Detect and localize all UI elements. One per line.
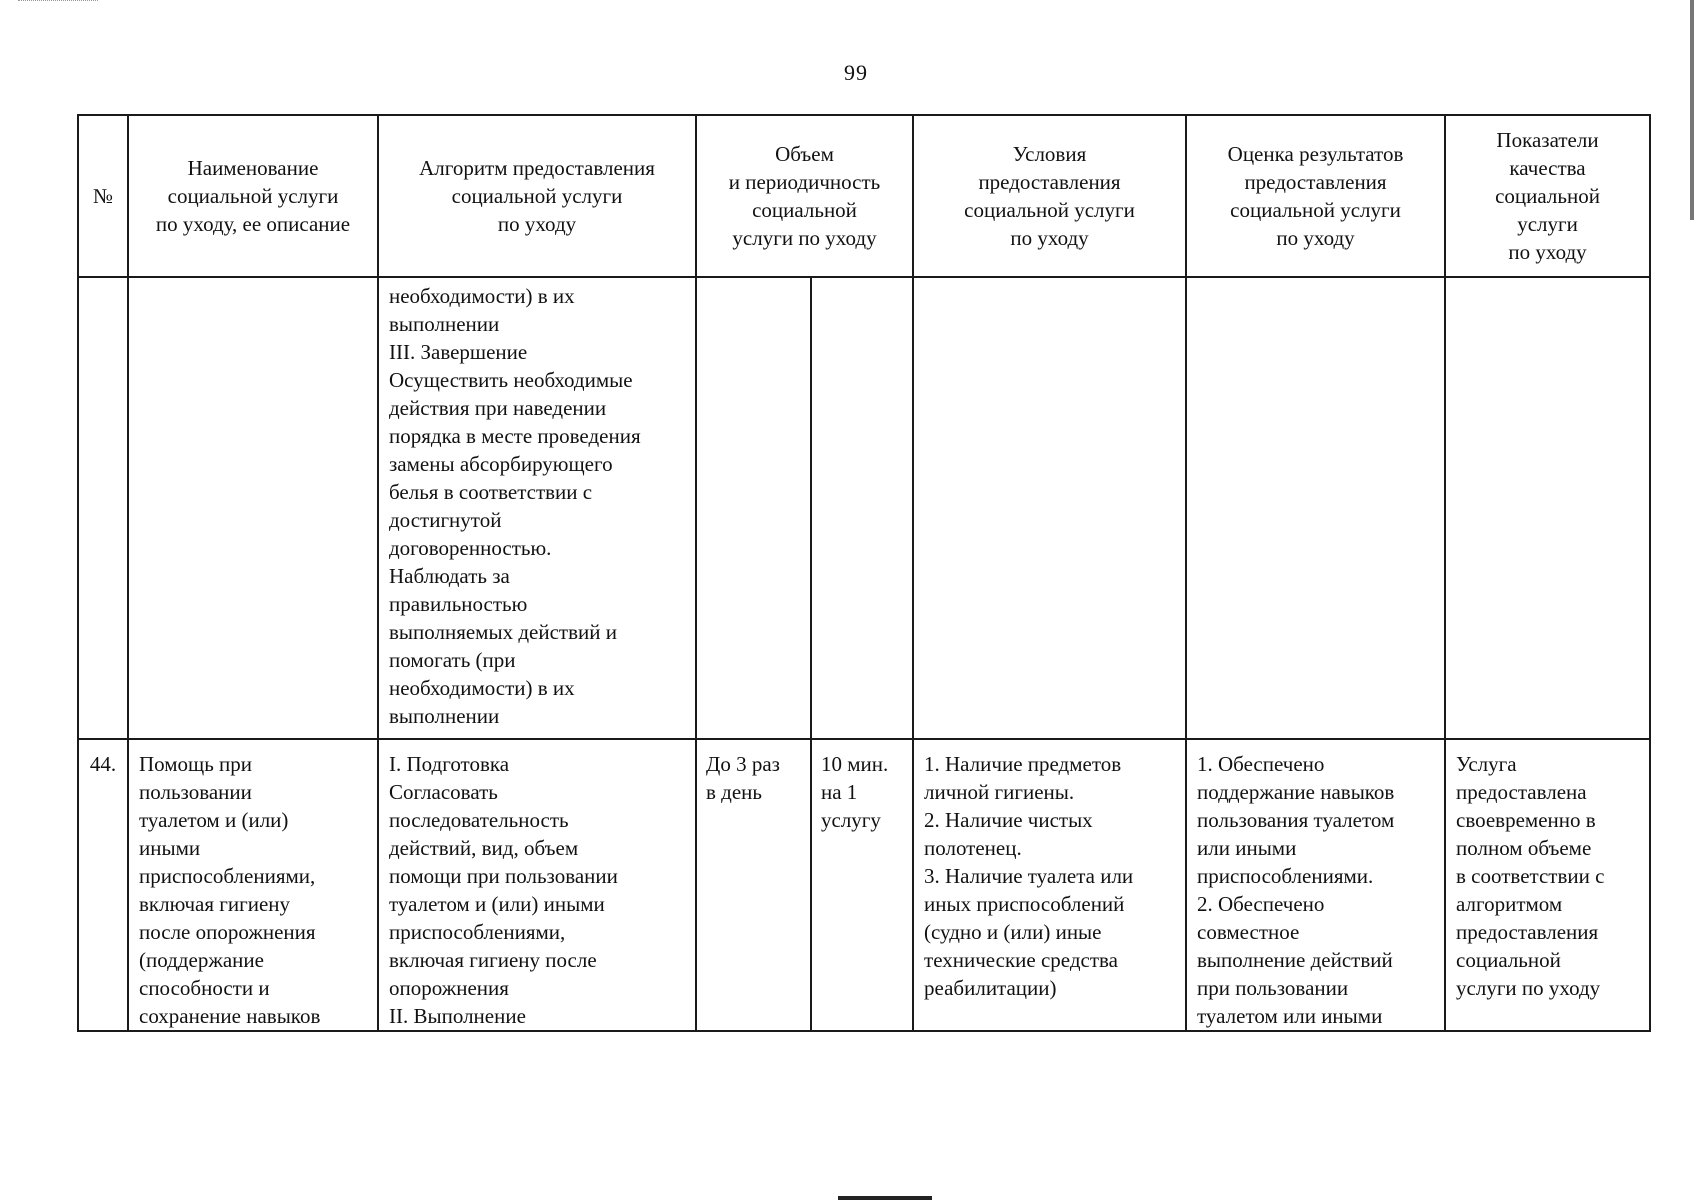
- cell-service-name: Помощь при пользовании туалетом и (или) иными приспособлениями, включая гигиену после опорожнения (поддержание способности и сохранение навыков: [128, 739, 378, 1031]
- header-algorithm: Алгоритм предоставления социальной услуги по уходу: [378, 115, 696, 277]
- cell-algorithm: I. Подготовка Согласовать последовательность действий, вид, объем помощи при пользовании туалетом и (или) иными приспособлениями, включая гигиену после опорожнения II. Выполнение: [378, 739, 696, 1031]
- table-row-44: [78, 739, 1650, 1031]
- header-number: №: [78, 115, 128, 277]
- cell-volume: [696, 277, 811, 739]
- cell-conditions: 1. Наличие предметов личной гигиены. 2. Наличие чистых полотенец. 3. Наличие туалета или иных приспособлений (судно и (или) иные технические средства реабилитации): [913, 739, 1186, 1031]
- table-header-row: [78, 115, 1650, 277]
- header-volume-periodicity: Объем и периодичность социальной услуги по уходу: [696, 115, 913, 277]
- cell-volume: До 3 раз в день: [696, 739, 811, 1031]
- page-number: 99: [844, 60, 868, 85]
- cell-service-name: [128, 277, 378, 739]
- cell-periodicity: [811, 277, 913, 739]
- cell-evaluation: [1186, 277, 1445, 739]
- cell-number: [78, 277, 128, 739]
- cell-periodicity: 10 мин. на 1 услугу: [811, 739, 913, 1031]
- footer-line-mark: [838, 1196, 932, 1200]
- cell-evaluation: 1. Обеспечено поддержание навыков пользования туалетом или иными приспособлениями. 2. Обеспечено совместное выполнение действий при пользовании туалетом или иными: [1186, 739, 1445, 1031]
- cell-number: 44.: [78, 739, 128, 1031]
- table-row-continuation: [78, 277, 1650, 739]
- services-table: [77, 114, 1651, 1032]
- cell-quality: [1445, 277, 1650, 739]
- header-evaluation: Оценка результатов предоставления социальной услуги по уходу: [1186, 115, 1445, 277]
- header-quality: Показатели качества социальной услуги по уходу: [1445, 115, 1650, 277]
- scan-artifact: [18, 0, 98, 5]
- cell-quality: Услуга предоставлена своевременно в полном объеме в соответствии с алгоритмом предоставления социальной услуги по уходу: [1445, 739, 1650, 1031]
- scan-edge-shadow: [1690, 0, 1694, 220]
- cell-algorithm: необходимости) в их выполнении III. Завершение Осуществить необходимые действия при наведении порядка в месте проведения замены абсорбирующего белья в соответствии с достигнутой договоренностью. Наблюдать за правильностью выполняемых действий и помогать (при необходимости) в их выполнении: [378, 277, 696, 739]
- cell-conditions: [913, 277, 1186, 739]
- header-service-name: Наименование социальной услуги по уходу, ее описание: [128, 115, 378, 277]
- header-conditions: Условия предоставления социальной услуги по уходу: [913, 115, 1186, 277]
